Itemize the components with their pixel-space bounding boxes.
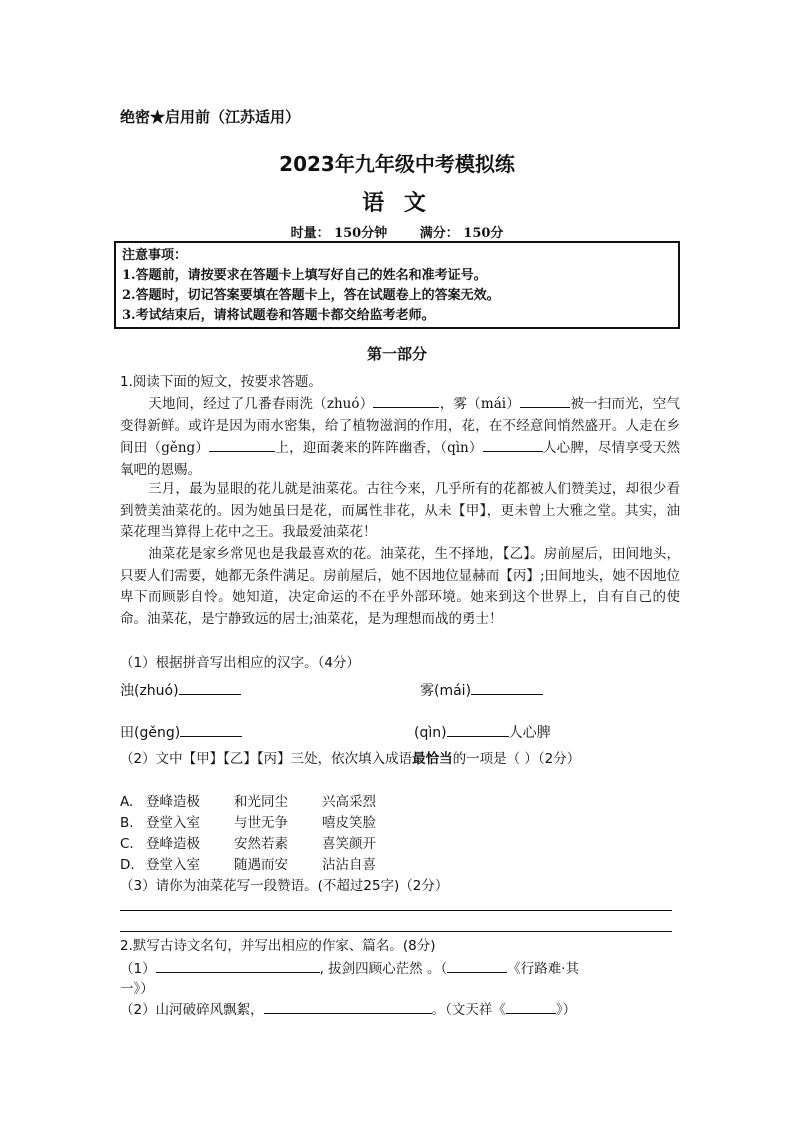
option-word: 登堂入室 (146, 815, 200, 831)
answer-line[interactable] (120, 910, 672, 911)
answer-blank[interactable] (373, 393, 439, 408)
option-word: 兴高采烈 (322, 794, 376, 810)
q1-sub3: （3）请你为油菜花写一段赞语。(不超过25字)（2分） (120, 878, 449, 894)
q2-text: 《行路难·其 (507, 961, 580, 977)
answer-blank[interactable] (209, 437, 275, 452)
fill-label: 人心脾 (508, 725, 551, 741)
q1-stem: 1.阅读下面的短文，按要求答题。 (120, 374, 322, 390)
option-word: 登峰造极 (146, 836, 200, 852)
option-word: 登峰造极 (146, 794, 200, 810)
answer-blank[interactable] (483, 437, 543, 452)
q1-options (120, 792, 680, 876)
confidential-label: 绝密★启用前（江苏适用） (120, 108, 301, 126)
q2-line1-cont: 一》） (120, 981, 154, 997)
answer-line[interactable] (120, 931, 672, 932)
option-word: 嘻皮笑脸 (322, 815, 376, 831)
answer-blank[interactable] (156, 958, 320, 973)
q1-sub2 (120, 749, 680, 771)
p1-text: 人心脾，尽情享受天然氧吧的恩赐。 (120, 440, 681, 478)
q2-stem: 2.默写古诗文名句，并写出相应的作家、篇名。(8分) (120, 938, 436, 954)
q2-text: , 拔剑四顾心茫然 。（ (319, 961, 448, 977)
option-a[interactable] (120, 792, 680, 813)
q2-text: 》） (555, 1002, 577, 1018)
fill-label: 田(gěng) (120, 725, 181, 741)
option-word: 喜笑颜开 (322, 836, 376, 852)
notice-item: 1.答题前，请按要求在答题卡上填写好自己的姓名和准考证号。 (122, 268, 487, 283)
answer-blank[interactable] (471, 680, 543, 695)
p1-text: 天地间，经过了几番春雨洗（zhuó） (148, 396, 374, 412)
exam-title: 2023年九年级中考模拟练 (279, 152, 515, 176)
q2-text: （2）山河破碎风飘絮， (120, 1002, 264, 1018)
option-label: D. (120, 857, 135, 873)
p3-text: 油菜花是家乡常见也是我最喜欢的花。油菜花，生不择地，【乙】。房前屋后，田间地头，只要人们需要，她都无条件满足。房前屋后，她不因地位显赫而【丙】;田间地头，她不因地位卑下而顾影自怜。她知道，决定命运的不在乎外部环境。她来到这个世界上，自有自己的使命。油菜花，是宁静致远的居士;油菜花，是为理想而战的勇士！ (120, 546, 680, 627)
option-label: C. (120, 836, 134, 852)
answer-blank[interactable] (447, 722, 509, 737)
section-heading: 第一部分 (366, 345, 427, 363)
q2-line2 (120, 999, 680, 1022)
fill-geng (120, 722, 242, 742)
option-label: B. (120, 815, 134, 831)
sub2-emphasis: 最恰当 (412, 751, 453, 767)
option-word: 和光同尘 (234, 794, 288, 810)
option-word: 与世无争 (234, 815, 288, 831)
notice-title: 注意事项： (122, 248, 188, 263)
option-word: 随遇而安 (234, 857, 288, 873)
exam-score: 满分： 150分 (419, 226, 504, 241)
option-word: 登堂入室 (146, 857, 200, 873)
subject-title: 语 文 (362, 190, 432, 216)
q1-passage-p2 (120, 479, 680, 544)
answer-blank[interactable] (520, 393, 570, 408)
q2-text: 。（文天祥《 (431, 1002, 506, 1018)
answer-blank[interactable] (180, 722, 242, 737)
fill-mai (420, 680, 543, 700)
p1-text: 被一扫而光，空气变得新鲜。或许是因为雨水密集，给了植物滋润的作用，花，在不经意间悄然盛开。人走在乡间田（gěng） (120, 396, 680, 456)
p1-text: ，雾（mái） (439, 396, 521, 412)
option-label: A. (120, 794, 134, 810)
q1-passage-p3 (120, 544, 680, 630)
notice-item: 3.考试结束后，请将试题卷和答题卡都交给监考老师。 (122, 308, 435, 323)
fill-label: 浊(zhuó) (120, 683, 179, 699)
q1-sub1: （1）根据拼音写出相应的汉字。（4分） (120, 655, 360, 671)
option-c[interactable] (120, 834, 680, 855)
notice-item: 2.答题时，切记答案要填在答题卡上，答在试题卷上的答案无效。 (122, 288, 500, 303)
fill-qin (414, 722, 551, 742)
option-d[interactable] (120, 855, 680, 876)
notice-box (114, 241, 680, 329)
answer-blank[interactable] (264, 999, 432, 1014)
fill-label: (qìn) (414, 725, 447, 741)
option-b[interactable] (120, 813, 680, 834)
q2-line1 (120, 958, 680, 981)
answer-blank[interactable] (179, 680, 241, 695)
q1-passage-p1 (120, 393, 680, 481)
answer-blank[interactable] (506, 999, 556, 1014)
time-score-line (0, 222, 794, 241)
option-word: 沾沾自喜 (322, 857, 376, 873)
answer-blank[interactable] (447, 958, 507, 973)
option-word: 安然若素 (234, 836, 288, 852)
sub2-text: （2）文中【甲】【乙】【丙】三处，依次填入成语 (120, 751, 413, 767)
q2-text: （1） (120, 961, 156, 977)
p1-text: 上，迎面袭来的阵阵幽香，（qìn） (275, 440, 483, 456)
fill-label: 雾(mái) (420, 683, 472, 699)
fill-zhuo (120, 680, 241, 700)
exam-time: 时量： 150分钟 (290, 226, 388, 241)
p2-text: 三月，最为显眼的花儿就是油菜花。古往今来，几乎所有的花都被人们赞美过，却很少看到赞美油菜花的。因为她虽曰是花，而属性非花，从未【甲】，更未曾上大雅之堂。其实，油菜花理当算得上花中之王。我最爱油菜花！ (120, 481, 680, 540)
sub2-text: 的一项是（ ）（2分） (452, 751, 581, 767)
